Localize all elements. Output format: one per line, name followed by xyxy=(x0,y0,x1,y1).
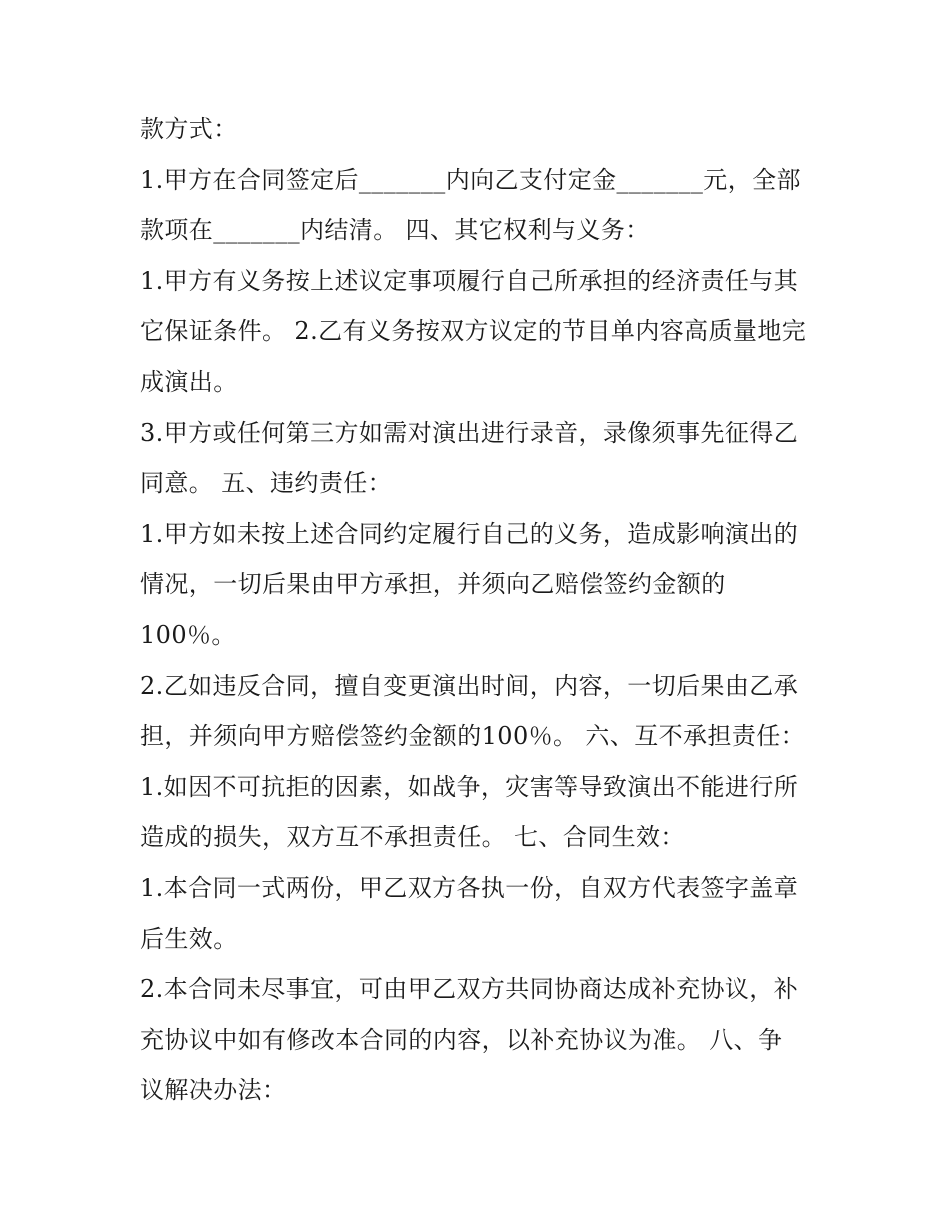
text-line: 2.乙如违反合同，擅自变更演出时间，内容，一切后果由乙承 xyxy=(140,671,799,700)
text-line: 1.甲方如未按上述合同约定履行自己的义务，造成影响演出的 xyxy=(140,519,799,548)
text-line: 1.甲方在合同签定后_______内向乙支付定金_______元，全部 xyxy=(140,165,801,194)
text-line: 充协议中如有修改本合同的内容，以补充协议为准。 八、争 xyxy=(140,1025,783,1054)
text-line: 造成的损失，双方互不承担责任。 七、合同生效： xyxy=(140,823,685,852)
text-line: 款方式： xyxy=(140,115,238,143)
text-line: 议解决办法： xyxy=(140,1076,287,1105)
text-line: 情况，一切后果由甲方承担，并须向乙赔偿签约金额的 xyxy=(140,570,726,599)
text-line: 它保证条件。 2.乙有义务按双方议定的节目单内容高质量地完 xyxy=(140,317,807,346)
text-line: 1.如因不可抗拒的因素，如战争，灾害等导致演出不能进行所 xyxy=(140,772,799,801)
text-line: 后生效。 xyxy=(140,924,238,953)
text-line: 3.甲方或任何第三方如需对演出进行录音，录像须事先征得乙 xyxy=(140,418,799,447)
text-line: 担，并须向甲方赔偿签约金额的100％。 六、互不承担责任： xyxy=(140,722,806,751)
text-line: 同意。 五、违约责任： xyxy=(140,469,393,498)
contract-body xyxy=(140,104,820,1116)
text-line: 1.甲方有义务按上述议定事项履行自己所承担的经济责任与其 xyxy=(140,266,799,295)
text-line: 成演出。 xyxy=(140,367,238,396)
text-line: 2.本合同未尽事宜，可由甲乙双方共同协商达成补充协议，补 xyxy=(140,975,799,1004)
text-line: 100％。 xyxy=(140,620,236,649)
text-line: 1.本合同一式两份，甲乙双方各执一份，自双方代表签字盖章 xyxy=(140,873,799,902)
text-line: 款项在_______内结清。 四、其它权利与义务： xyxy=(140,216,650,245)
